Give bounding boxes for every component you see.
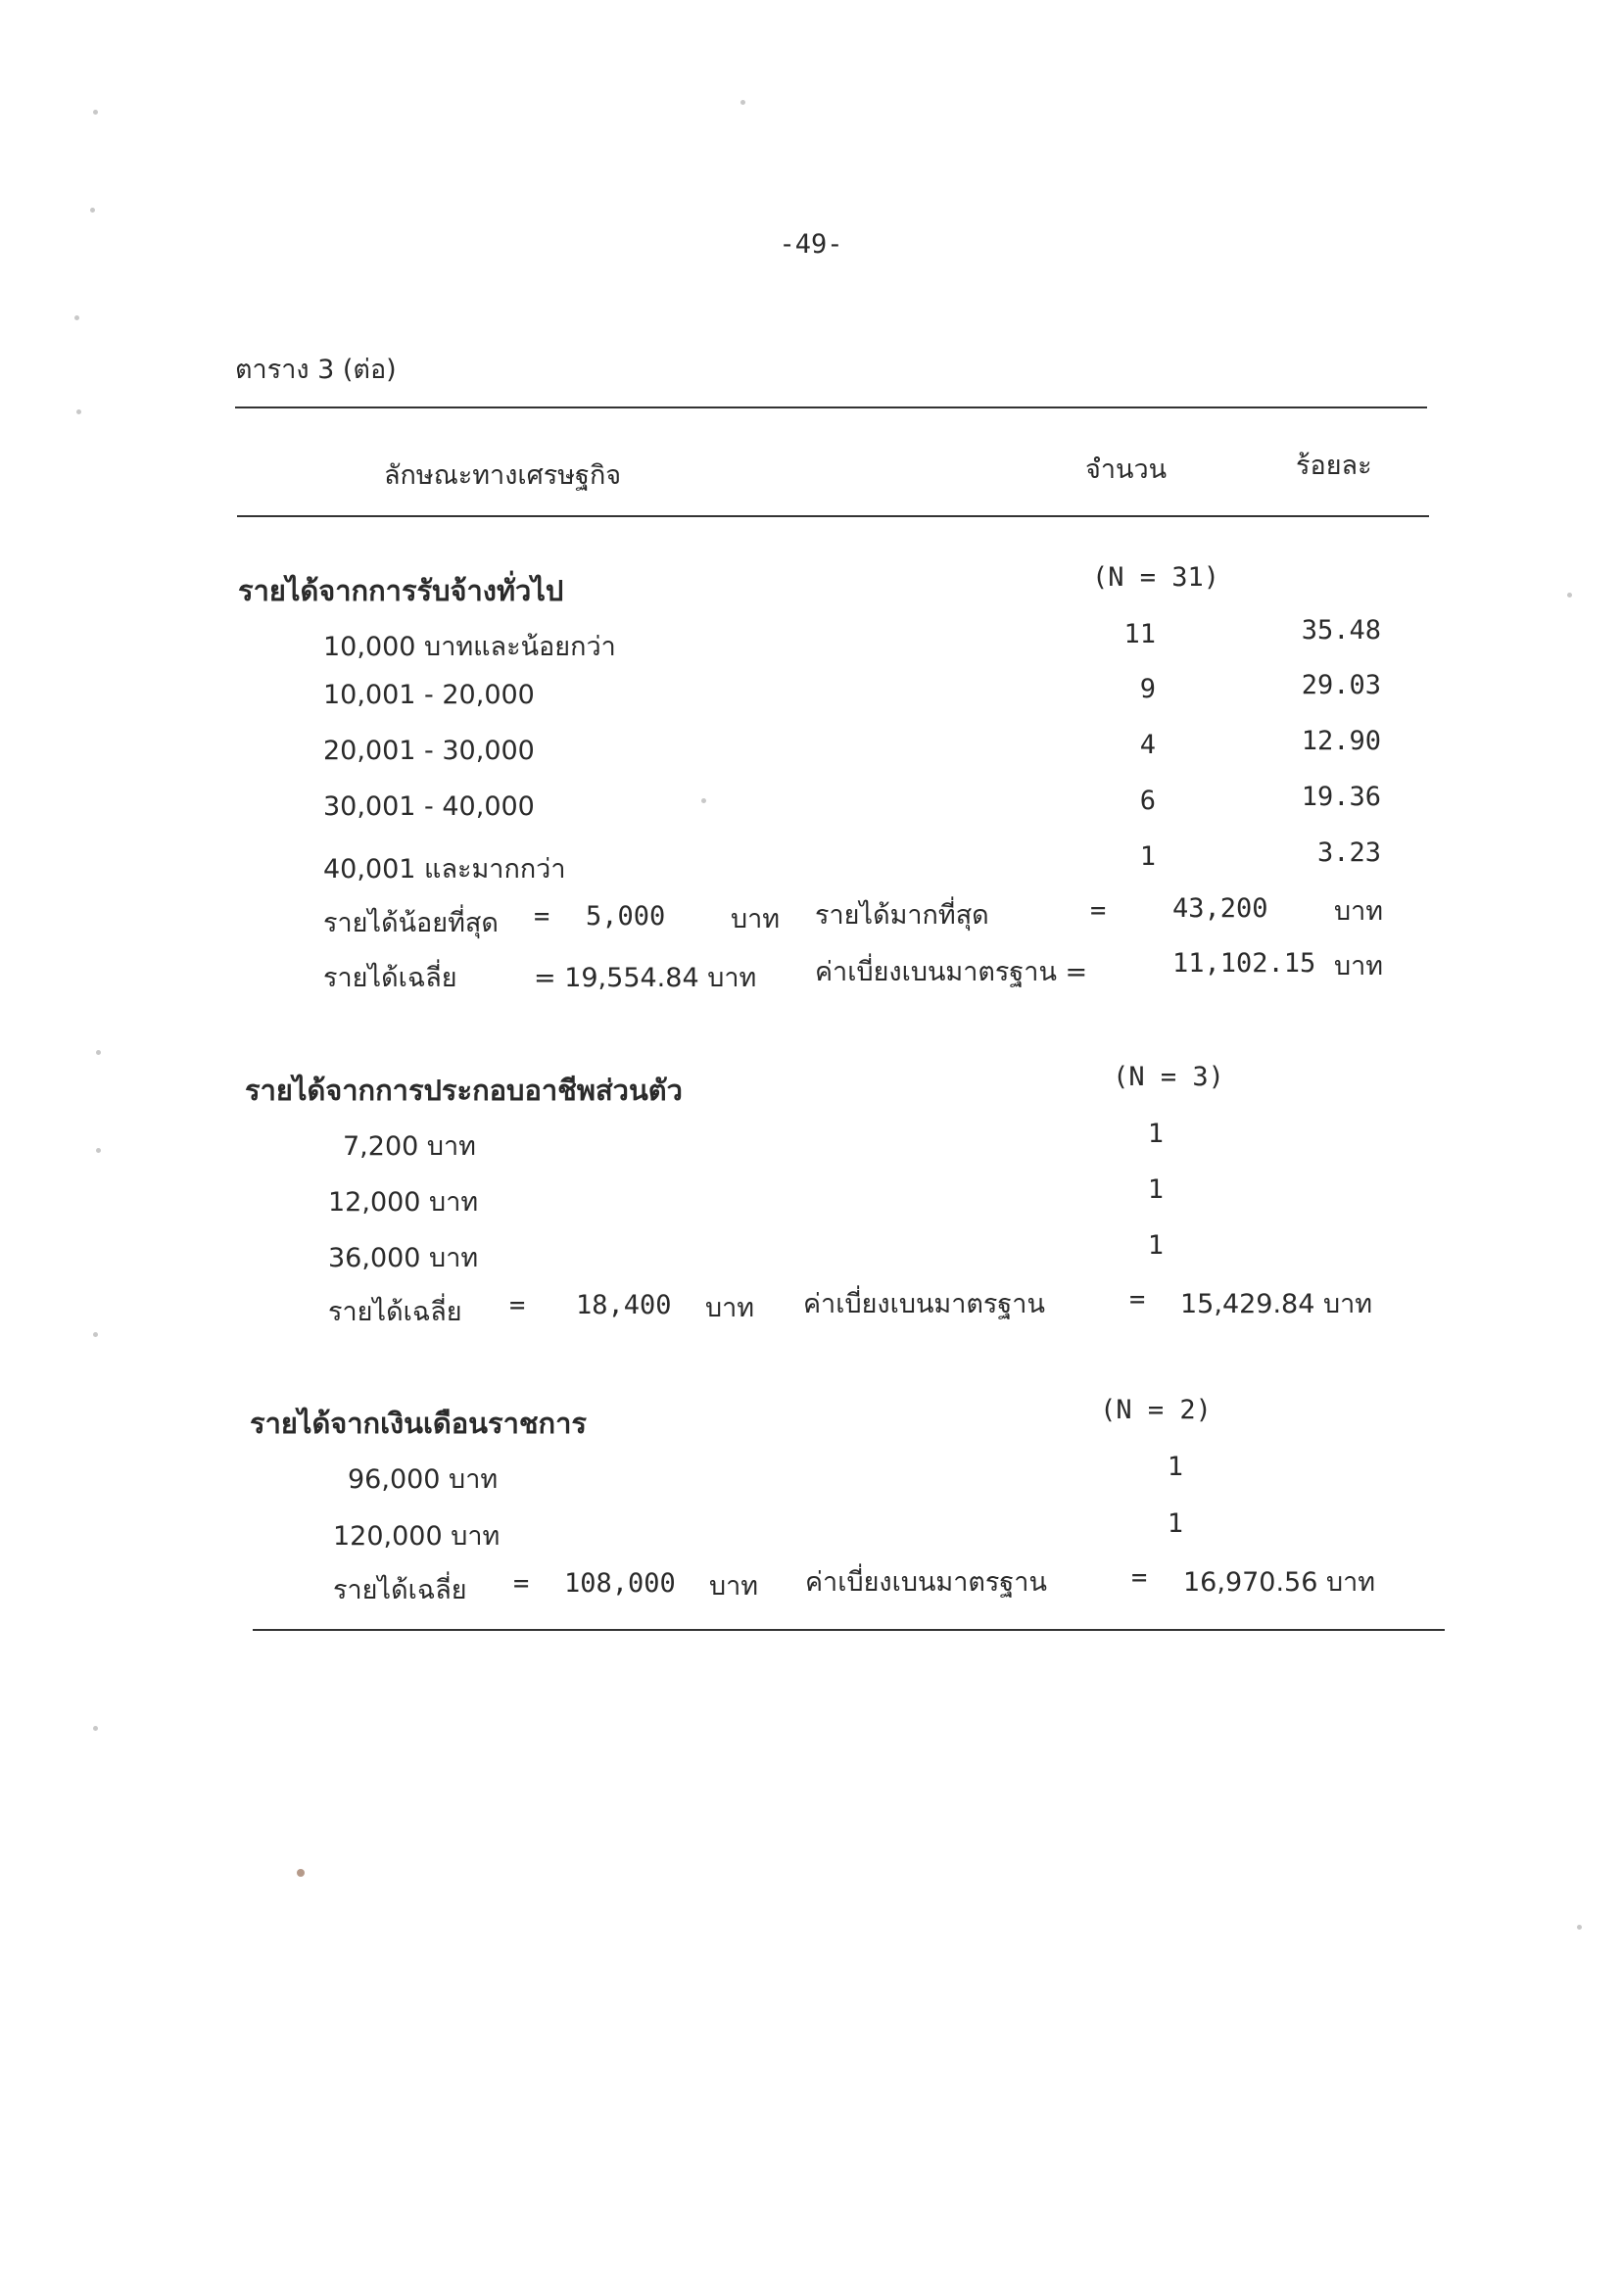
- section-title: รายได้จากการประกอบอาชีพส่วนตัว: [245, 1074, 683, 1107]
- stat-label-mean: รายได้เฉลี่ย: [328, 1297, 462, 1327]
- table-row-percent: 3.23: [1316, 837, 1381, 868]
- scan-speck: [740, 100, 745, 105]
- table-row-label: 12,000 บาท: [328, 1187, 479, 1218]
- stat-equals: =: [513, 1568, 530, 1599]
- table-row-count: 1: [1167, 1452, 1183, 1482]
- stat-label-min: รายได้น้อยที่สุด: [323, 908, 499, 938]
- stat-label-sd: ค่าเบี่ยงเบนมาตรฐาน: [805, 1567, 1047, 1598]
- stat-label-mean: รายได้เฉลี่ย: [333, 1575, 467, 1605]
- section-n-label: (N = 31): [1091, 562, 1220, 593]
- column-header-characteristic: ลักษณะทางเศรษฐกิจ: [384, 460, 622, 491]
- stat-equals: =: [534, 901, 550, 932]
- table-row-percent: 19.36: [1301, 782, 1381, 812]
- scan-speck: [1577, 1925, 1582, 1930]
- scan-speck: [1567, 593, 1572, 598]
- table-row-percent: 29.03: [1301, 670, 1381, 700]
- table-top-rule: [235, 407, 1427, 408]
- section-n-label: (N = 3): [1113, 1062, 1224, 1092]
- table-row-percent: 12.90: [1301, 726, 1381, 756]
- section-title: รายได้จากการรับจ้างทั่วไป: [238, 574, 564, 607]
- stat-value-min: 5,000: [586, 901, 666, 932]
- column-header-percent: ร้อยละ: [1296, 451, 1372, 481]
- section-n-label: (N = 2): [1100, 1395, 1212, 1425]
- column-header-count: จำนวน: [1085, 454, 1168, 485]
- stat-value-mean: 18,400: [576, 1290, 672, 1320]
- table-row-label: 120,000 บาท: [333, 1521, 501, 1552]
- table-row-label: 30,001 - 40,000: [323, 791, 535, 822]
- table-row-label: 40,001 และมากกว่า: [323, 854, 566, 885]
- table-row-label: 10,000 บาทและน้อยกว่า: [323, 632, 616, 662]
- stat-unit: บาท: [1334, 896, 1384, 927]
- scan-speck: [93, 1726, 98, 1731]
- scan-speck: [90, 208, 95, 213]
- scan-speck: [96, 1148, 101, 1153]
- stat-label-max: รายได้มากที่สุด: [815, 900, 989, 931]
- table-row-label: 96,000 บาท: [348, 1464, 499, 1495]
- table-row-label: 36,000 บาท: [328, 1243, 479, 1273]
- stat-unit: บาท: [709, 1571, 759, 1602]
- scan-speck: [93, 110, 98, 115]
- stat-unit: บาท: [731, 904, 781, 934]
- stat-equals: =: [509, 1290, 526, 1320]
- scan-speck: [74, 315, 79, 320]
- stat-unit: บาท: [1334, 951, 1384, 981]
- page-number: -49-: [779, 229, 843, 260]
- table-row-percent: 35.48: [1301, 615, 1381, 646]
- stat-label-sd: ค่าเบี่ยงเบนมาตรฐาน =: [815, 957, 1088, 987]
- scan-speck: [96, 1050, 101, 1055]
- table-row-count: 6: [1139, 786, 1156, 816]
- section-title: รายได้จากเงินเดือนราชการ: [250, 1407, 587, 1440]
- table-row-count: 4: [1139, 730, 1156, 760]
- table-row-label: 10,001 - 20,000: [323, 680, 535, 710]
- stat-label-sd: ค่าเบี่ยงเบนมาตรฐาน: [803, 1289, 1045, 1319]
- scan-speck: [701, 798, 706, 803]
- stat-value-sd: 11,102.15: [1172, 948, 1316, 979]
- stat-equals: =: [1090, 895, 1107, 926]
- scan-speck: [297, 1869, 305, 1877]
- table-caption: ตาราง 3 (ต่อ): [235, 355, 397, 385]
- stat-label-mean: รายได้เฉลี่ย: [323, 963, 457, 993]
- table-row-count: 1: [1147, 1119, 1164, 1149]
- stat-equals: =: [1131, 1562, 1148, 1593]
- table-row-count: 1: [1139, 841, 1156, 872]
- table-row-label: 20,001 - 30,000: [323, 736, 535, 766]
- stat-value-sd: 15,429.84 บาท: [1180, 1289, 1373, 1319]
- table-row-count: 11: [1123, 619, 1156, 649]
- table-row-label: 7,200 บาท: [343, 1131, 476, 1162]
- stat-value-mean: 108,000: [564, 1568, 676, 1599]
- table-row-count: 1: [1147, 1230, 1164, 1261]
- table-row-count: 9: [1139, 674, 1156, 704]
- table-bottom-rule: [253, 1629, 1445, 1631]
- scan-speck: [76, 409, 81, 414]
- table-row-count: 1: [1147, 1174, 1164, 1205]
- stat-equals: =: [1129, 1284, 1146, 1315]
- header-bottom-rule: [237, 515, 1429, 517]
- stat-value-sd: 16,970.56 บาท: [1183, 1567, 1376, 1598]
- stat-value-max: 43,200: [1172, 893, 1268, 924]
- table-row-count: 1: [1167, 1508, 1183, 1539]
- scan-speck: [93, 1332, 98, 1337]
- stat-value-mean: = 19,554.84 บาท: [534, 963, 757, 993]
- stat-unit: บาท: [705, 1293, 755, 1323]
